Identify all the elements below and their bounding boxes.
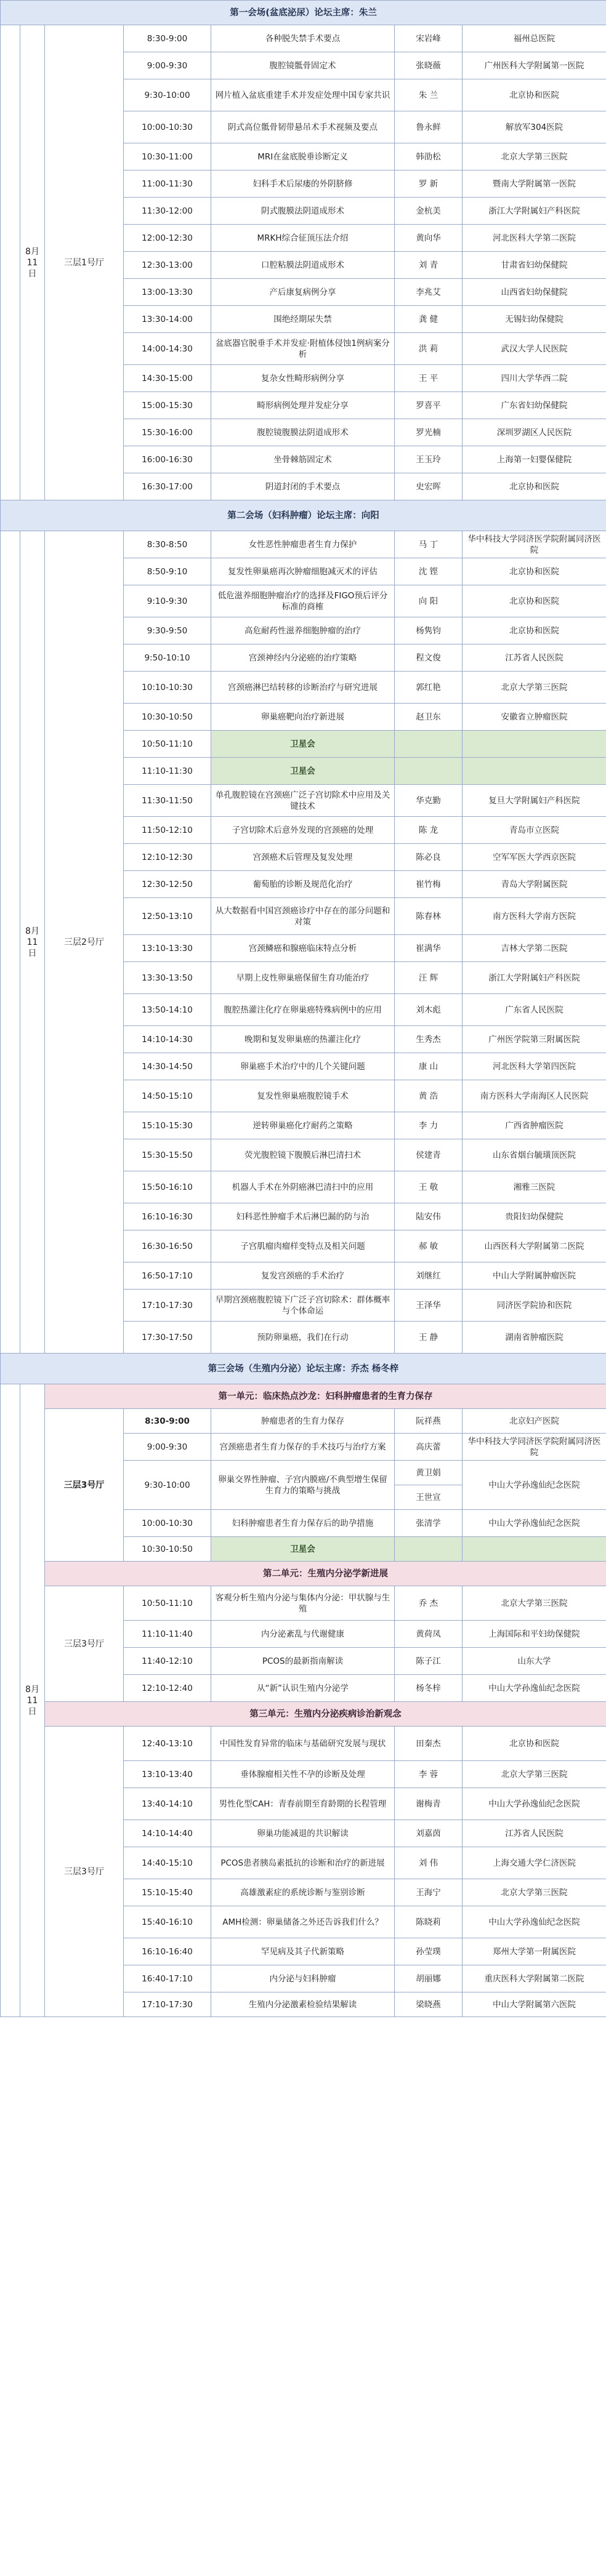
institution: 湘雅三医院 xyxy=(463,1171,606,1203)
time-slot: 14:50-15:10 xyxy=(124,1080,211,1112)
session-header-row xyxy=(1,500,606,531)
speaker: 王世宣 xyxy=(395,1485,463,1510)
speaker: 程文俊 xyxy=(395,644,463,672)
time-slot: 9:00-9:30 xyxy=(124,52,211,79)
time-slot: 9:10-9:30 xyxy=(124,585,211,617)
speaker: 史宏晖 xyxy=(395,473,463,500)
institution: 郑州大学第一附属医院 xyxy=(463,1938,606,1965)
talk-topic: 宫颈鳞癌和腺癌临床特点分析 xyxy=(211,935,395,962)
session-date: 8月11日 xyxy=(20,531,45,1354)
talk-topic: 妇科肿瘤患者生育力保存后的助孕措施 xyxy=(211,1510,395,1537)
institution: 浙江大学附属妇产科医院 xyxy=(463,962,606,994)
institution: 华中科技大学同济医学院附属同济医院 xyxy=(463,531,606,558)
time-slot: 16:10-16:30 xyxy=(124,1203,211,1230)
institution: 北京协和医院 xyxy=(463,1727,606,1761)
speaker xyxy=(395,758,463,785)
session-room: 三层1号厅 xyxy=(45,25,124,500)
speaker: 高庆蕾 xyxy=(395,1434,463,1461)
session-header-row xyxy=(1,1354,606,1384)
speaker: 崔竹梅 xyxy=(395,871,463,898)
institution: 中山大学附属第六医院 xyxy=(463,1992,606,2017)
time-slot: 13:00-13:30 xyxy=(124,279,211,306)
institution: 北京大学第三医院 xyxy=(463,1879,606,1906)
unit-title: 第二单元：生殖内分泌学新进展 xyxy=(45,1562,606,1586)
speaker: 杨隽钧 xyxy=(395,617,463,644)
speaker: 王 平 xyxy=(395,365,463,392)
schedule-row xyxy=(1,531,606,558)
time-slot: 15:30-16:00 xyxy=(124,419,211,446)
talk-topic: 宫颈神经内分泌癌的治疗策略 xyxy=(211,644,395,672)
talk-topic: 逆转卵巢癌化疗耐药之策略 xyxy=(211,1112,395,1139)
institution: 江苏省人民医院 xyxy=(463,644,606,672)
institution: 北京大学第三医院 xyxy=(463,672,606,704)
speaker: 黄向华 xyxy=(395,225,463,252)
speaker: 王 静 xyxy=(395,1322,463,1354)
time-slot: 12:10-12:40 xyxy=(124,1675,211,1702)
institution: 山东大学 xyxy=(463,1648,606,1675)
talk-topic: 低危滋养细胞肿瘤治疗的选择及FIGO预后评分标准的商榷 xyxy=(211,585,395,617)
speaker: 鲁永鲜 xyxy=(395,111,463,143)
speaker: 李 力 xyxy=(395,1112,463,1139)
talk-topic: 垂体腺瘤相关性不孕的诊断及处理 xyxy=(211,1761,395,1788)
speaker: 王玉玲 xyxy=(395,446,463,473)
time-slot: 12:50-13:10 xyxy=(124,898,211,935)
time-slot: 13:30-14:00 xyxy=(124,306,211,333)
time-slot: 15:00-15:30 xyxy=(124,392,211,419)
talk-topic: 晚期和复发卵巢癌的热灌注化疗 xyxy=(211,1026,395,1053)
institution: 复旦大学附属妇产科医院 xyxy=(463,785,606,817)
time-slot: 15:50-16:10 xyxy=(124,1171,211,1203)
speaker: 李兆艾 xyxy=(395,279,463,306)
talk-topic: 机器人手术在外阴癌淋巴清扫中的应用 xyxy=(211,1171,395,1203)
talk-topic: 复发性卵巢癌再次肿瘤细胞减灭术的评估 xyxy=(211,558,395,585)
institution xyxy=(463,758,606,785)
talk-topic: 腹腔镜骶骨固定术 xyxy=(211,52,395,79)
institution: 中山大学孙逸仙纪念医院 xyxy=(463,1675,606,1702)
institution: 青岛大学附属医院 xyxy=(463,871,606,898)
time-slot: 12:00-12:30 xyxy=(124,225,211,252)
time-slot: 17:10-17:30 xyxy=(124,1992,211,2017)
speaker: 乔 杰 xyxy=(395,1586,463,1621)
time-slot: 14:30-14:50 xyxy=(124,1053,211,1080)
speaker: 金杭美 xyxy=(395,198,463,225)
talk-topic: 复发性卵巢癌腹腔镜手术 xyxy=(211,1080,395,1112)
time-slot: 14:30-15:00 xyxy=(124,365,211,392)
talk-topic: 妇科手术后尿瘘的外阴脐修 xyxy=(211,171,395,198)
time-slot: 10:30-10:50 xyxy=(124,1537,211,1562)
institution: 上海交通大学仁济医院 xyxy=(463,1847,606,1879)
time-slot: 8:30-9:00 xyxy=(124,1409,211,1434)
talk-topic: 宫颈癌患者生育力保存的手术技巧与治疗方案 xyxy=(211,1434,395,1461)
institution: 广东省妇幼保健院 xyxy=(463,392,606,419)
speaker: 康 山 xyxy=(395,1053,463,1080)
session-date: 8月11日 xyxy=(20,1384,45,2017)
speaker: 郝 敏 xyxy=(395,1230,463,1262)
talk-topic: 腹腔热灌注化疗在卵巢癌特殊病例中的应用 xyxy=(211,994,395,1026)
speaker: 梁晓燕 xyxy=(395,1992,463,2017)
talk-topic: 生殖内分泌激素检验结果解读 xyxy=(211,1992,395,2017)
institution: 山东省烟台毓璜顶医院 xyxy=(463,1139,606,1171)
time-slot: 10:50-11:10 xyxy=(124,731,211,758)
speaker: 田秦杰 xyxy=(395,1727,463,1761)
institution: 武汉大学人民医院 xyxy=(463,333,606,365)
unit-header-row xyxy=(1,1384,606,1409)
talk-topic: 网片植入盆底重建手术并发症处理中国专家共识 xyxy=(211,79,395,111)
speaker: 向 阳 xyxy=(395,585,463,617)
speaker: 赵卫东 xyxy=(395,704,463,731)
speaker: 韩劭松 xyxy=(395,143,463,171)
time-slot: 16:10-16:40 xyxy=(124,1938,211,1965)
institution: 吉林大学第二医院 xyxy=(463,935,606,962)
speaker: 陈春林 xyxy=(395,898,463,935)
speaker: 张清学 xyxy=(395,1510,463,1537)
talk-topic: MRI在盆底脱垂诊断定义 xyxy=(211,143,395,171)
speaker: 朱 兰 xyxy=(395,79,463,111)
time-slot: 9:50-10:10 xyxy=(124,644,211,672)
time-slot: 17:10-17:30 xyxy=(124,1290,211,1322)
talk-topic: 宫颈癌淋巴结转移的诊断治疗与研究进展 xyxy=(211,672,395,704)
time-slot: 12:30-12:50 xyxy=(124,871,211,898)
talk-topic: 卵巢癌手术治疗中的几个关键问题 xyxy=(211,1053,395,1080)
talk-topic: 宫颈癌术后管理及复发处理 xyxy=(211,844,395,871)
speaker: 侯建青 xyxy=(395,1139,463,1171)
speaker: 马 丁 xyxy=(395,531,463,558)
session-room: 三层3号厅 xyxy=(45,1586,124,1702)
talk-topic: 阴道封闭的手术要点 xyxy=(211,473,395,500)
speaker: 孙莹璞 xyxy=(395,1938,463,1965)
speaker: 陈子江 xyxy=(395,1648,463,1675)
speaker xyxy=(395,731,463,758)
institution: 南方医科大学南海区人民医院 xyxy=(463,1080,606,1112)
institution: 空军军医大学西京医院 xyxy=(463,844,606,871)
talk-topic: 腹腔镜腹膜法阴道成形术 xyxy=(211,419,395,446)
time-slot: 16:50-17:10 xyxy=(124,1262,211,1290)
talk-topic: 各种脱失禁手术要点 xyxy=(211,25,395,52)
talk-topic: 从大数据看中国宫颈癌诊疗中存在的部分问题和对策 xyxy=(211,898,395,935)
institution: 重庆医科大学附属第二医院 xyxy=(463,1965,606,1992)
talk-topic: 内分泌紊乱与代谢健康 xyxy=(211,1621,395,1648)
talk-topic: 产后康复病例分享 xyxy=(211,279,395,306)
institution: 上海第一妇婴保健院 xyxy=(463,446,606,473)
institution: 河北医科大学第二医院 xyxy=(463,225,606,252)
time-slot: 14:00-14:30 xyxy=(124,333,211,365)
institution: 湖南省肿瘤医院 xyxy=(463,1322,606,1354)
session-room: 三层3号厅 xyxy=(45,1727,124,2017)
talk-topic: 卵巢癌靶向治疗新进展 xyxy=(211,704,395,731)
speaker: 罗光楠 xyxy=(395,419,463,446)
time-slot: 10:10-10:30 xyxy=(124,672,211,704)
speaker: 汪 辉 xyxy=(395,962,463,994)
time-slot: 9:30-10:00 xyxy=(124,1461,211,1510)
talk-topic: 子宫切除术后意外发现的宫颈癌的处理 xyxy=(211,817,395,844)
time-slot: 8:30-8:50 xyxy=(124,531,211,558)
time-slot: 13:10-13:40 xyxy=(124,1761,211,1788)
speaker: 胡丽娜 xyxy=(395,1965,463,1992)
institution: 上海国际和平妇幼保健院 xyxy=(463,1621,606,1648)
speaker: 洪 莉 xyxy=(395,333,463,365)
unit-header-row xyxy=(1,1562,606,1586)
time-slot: 10:00-10:30 xyxy=(124,1510,211,1537)
time-slot: 13:50-14:10 xyxy=(124,994,211,1026)
speaker: 罗 新 xyxy=(395,171,463,198)
time-slot: 15:10-15:30 xyxy=(124,1112,211,1139)
speaker: 黄 浩 xyxy=(395,1080,463,1112)
speaker: 阮祥燕 xyxy=(395,1409,463,1434)
talk-topic: 围绝经期尿失禁 xyxy=(211,306,395,333)
time-slot: 10:30-11:00 xyxy=(124,143,211,171)
institution: 中山大学孙逸仙纪念医院 xyxy=(463,1461,606,1510)
institution: 北京妇产医院 xyxy=(463,1409,606,1434)
time-slot: 13:10-13:30 xyxy=(124,935,211,962)
speaker: 王泽华 xyxy=(395,1290,463,1322)
institution: 北京大学第三医院 xyxy=(463,1586,606,1621)
institution: 福州总医院 xyxy=(463,25,606,52)
speaker: 陆安伟 xyxy=(395,1203,463,1230)
speaker: 刘 青 xyxy=(395,252,463,279)
time-slot: 13:40-14:10 xyxy=(124,1788,211,1820)
time-slot: 15:40-16:10 xyxy=(124,1906,211,1938)
speaker: 王海宁 xyxy=(395,1879,463,1906)
institution: 中山大学孙逸仙纪念医院 xyxy=(463,1906,606,1938)
time-slot: 14:40-15:10 xyxy=(124,1847,211,1879)
time-slot: 11:30-12:00 xyxy=(124,198,211,225)
talk-topic: PCOS的最新指南解读 xyxy=(211,1648,395,1675)
time-slot: 8:30-9:00 xyxy=(124,25,211,52)
talk-topic: 葡萄胎的诊断及规范化治疗 xyxy=(211,871,395,898)
speaker: 华克勤 xyxy=(395,785,463,817)
institution: 北京协和医院 xyxy=(463,79,606,111)
speaker: 李 蓉 xyxy=(395,1761,463,1788)
unit-header-row xyxy=(1,1702,606,1727)
time-slot: 10:00-10:30 xyxy=(124,111,211,143)
time-slot: 11:10-11:40 xyxy=(124,1621,211,1648)
satellite-meeting: 卫星会 xyxy=(211,731,395,758)
institution: 北京协和医院 xyxy=(463,558,606,585)
talk-topic: 客观分析生殖内分泌与集体内分泌：甲状腺与生殖 xyxy=(211,1586,395,1621)
talk-topic: 女性恶性肿瘤患者生育力保护 xyxy=(211,531,395,558)
time-slot: 16:30-17:00 xyxy=(124,473,211,500)
margin-blank xyxy=(1,25,20,500)
institution: 安徽省立肿瘤医院 xyxy=(463,704,606,731)
institution: 山西医科大学附属第二医院 xyxy=(463,1230,606,1262)
talk-topic: 早期上皮性卵巢癌保留生育功能治疗 xyxy=(211,962,395,994)
time-slot: 14:10-14:30 xyxy=(124,1026,211,1053)
time-slot: 9:00-9:30 xyxy=(124,1434,211,1461)
institution: 深圳罗湖区人民医院 xyxy=(463,419,606,446)
speaker: 刘继红 xyxy=(395,1262,463,1290)
talk-topic: 内分泌与妇科肿瘤 xyxy=(211,1965,395,1992)
time-slot: 9:30-9:50 xyxy=(124,617,211,644)
speaker: 张晓薇 xyxy=(395,52,463,79)
time-slot: 11:30-11:50 xyxy=(124,785,211,817)
time-slot: 15:10-15:40 xyxy=(124,1879,211,1906)
talk-topic: 高雄激素症的系统诊断与鉴别诊断 xyxy=(211,1879,395,1906)
institution: 广西省肿瘤医院 xyxy=(463,1112,606,1139)
unit-title: 第三单元：生殖内分泌疾病诊治新观念 xyxy=(45,1702,606,1727)
talk-topic: 畸形病例处理并发症分享 xyxy=(211,392,395,419)
time-slot: 15:30-15:50 xyxy=(124,1139,211,1171)
time-slot: 11:00-11:30 xyxy=(124,171,211,198)
talk-topic: AMH检测：卵巢储备之外还告诉我们什么？ xyxy=(211,1906,395,1938)
institution: 华中科技大学同济医学院附属同济医院 xyxy=(463,1434,606,1461)
time-slot: 17:30-17:50 xyxy=(124,1322,211,1354)
institution xyxy=(463,1537,606,1562)
time-slot: 10:50-11:10 xyxy=(124,1586,211,1621)
talk-topic: 盆底器官脱垂手术并发症·附植体侵蚀1例病案分析 xyxy=(211,333,395,365)
institution xyxy=(463,731,606,758)
speaker: 黄荷凤 xyxy=(395,1621,463,1648)
satellite-meeting: 卫星会 xyxy=(211,1537,395,1562)
speaker: 龚 健 xyxy=(395,306,463,333)
schedule-row xyxy=(1,1727,606,1761)
time-slot: 12:40-13:10 xyxy=(124,1727,211,1761)
institution: 暨南大学附属第一医院 xyxy=(463,171,606,198)
talk-topic: 卵巢功能减退的共识解读 xyxy=(211,1820,395,1847)
institution: 同济医学院协和医院 xyxy=(463,1290,606,1322)
schedule-row xyxy=(1,25,606,52)
time-slot: 13:30-13:50 xyxy=(124,962,211,994)
margin-blank xyxy=(1,531,20,1354)
talk-topic: 中国性发育异常的临床与基础研究发展与现状 xyxy=(211,1727,395,1761)
speaker: 罗喜平 xyxy=(395,392,463,419)
schedule-row xyxy=(1,1586,606,1621)
time-slot: 11:10-11:30 xyxy=(124,758,211,785)
institution: 北京协和医院 xyxy=(463,617,606,644)
speaker: 黄卫娟 xyxy=(395,1461,463,1485)
institution: 甘肃省妇幼保健院 xyxy=(463,252,606,279)
speaker: 沈 铿 xyxy=(395,558,463,585)
speaker: 刘木彪 xyxy=(395,994,463,1026)
institution: 广东省人民医院 xyxy=(463,994,606,1026)
institution: 中山大学孙逸仙纪念医院 xyxy=(463,1510,606,1537)
time-slot: 16:00-16:30 xyxy=(124,446,211,473)
talk-topic: 口腔粘膜法阴道成形术 xyxy=(211,252,395,279)
speaker: 刘 伟 xyxy=(395,1847,463,1879)
talk-topic: 男性化型CAH：青春前期至育龄期的长程管理 xyxy=(211,1788,395,1820)
institution: 无锡妇幼保健院 xyxy=(463,306,606,333)
session-title: 第一会场(盆底泌尿）论坛主席：朱兰 xyxy=(1,1,606,25)
time-slot: 11:40-12:10 xyxy=(124,1648,211,1675)
institution: 南方医科大学南方医院 xyxy=(463,898,606,935)
speaker: 陈必良 xyxy=(395,844,463,871)
talk-topic: 妇科恶性肿瘤手术后淋巴漏的防与治 xyxy=(211,1203,395,1230)
talk-topic: 复发宫颈癌的手术治疗 xyxy=(211,1262,395,1290)
margin-blank xyxy=(1,1384,20,2017)
speaker: 陈晓莉 xyxy=(395,1906,463,1938)
institution: 山西省妇幼保健院 xyxy=(463,279,606,306)
institution: 北京协和医院 xyxy=(463,585,606,617)
session-title: 第三会场（生殖内分泌）论坛主席：乔杰 杨冬梓 xyxy=(1,1354,606,1384)
institution: 青岛市立医院 xyxy=(463,817,606,844)
talk-topic: PCOS患者胰岛素抵抗的诊断和治疗的新进展 xyxy=(211,1847,395,1879)
talk-topic: 坐骨棘筋固定术 xyxy=(211,446,395,473)
institution: 解放军304医院 xyxy=(463,111,606,143)
institution: 广州医学院第三附属医院 xyxy=(463,1026,606,1053)
time-slot: 10:30-10:50 xyxy=(124,704,211,731)
session-room: 三层2号厅 xyxy=(45,531,124,1354)
speaker: 宋岩峰 xyxy=(395,25,463,52)
talk-topic: 阴式高位骶骨韧带悬吊术手术视频及要点 xyxy=(211,111,395,143)
talk-topic: 早期宫颈癌腹腔镜下广泛子宫切除术：群体概率与个体命运 xyxy=(211,1290,395,1322)
talk-topic: 阴式腹膜法阴道成形术 xyxy=(211,198,395,225)
speaker: 王 敬 xyxy=(395,1171,463,1203)
institution: 中山大学附属肿瘤医院 xyxy=(463,1262,606,1290)
talk-topic: 卵巢交界性肿瘤、子宫内膜癌/不典型增生保留生育力的策略与挑战 xyxy=(211,1461,395,1510)
institution: 四川大学华西二院 xyxy=(463,365,606,392)
institution: 北京大学第三医院 xyxy=(463,143,606,171)
institution: 北京协和医院 xyxy=(463,473,606,500)
time-slot: 16:40-17:10 xyxy=(124,1965,211,1992)
time-slot: 12:10-12:30 xyxy=(124,844,211,871)
time-slot: 9:30-10:00 xyxy=(124,79,211,111)
talk-topic: 复杂女性畸形病例分享 xyxy=(211,365,395,392)
institution: 江苏省人民医院 xyxy=(463,1820,606,1847)
speaker xyxy=(395,1537,463,1562)
schedule-row xyxy=(1,1409,606,1434)
institution: 河北医科大学第四医院 xyxy=(463,1053,606,1080)
talk-topic: MRKH综合征顶压法介绍 xyxy=(211,225,395,252)
talk-topic: 预防卵巢癌，我们在行动 xyxy=(211,1322,395,1354)
time-slot: 12:30-13:00 xyxy=(124,252,211,279)
speaker: 郭红艳 xyxy=(395,672,463,704)
institution: 北京大学第三医院 xyxy=(463,1761,606,1788)
speaker: 杨冬梓 xyxy=(395,1675,463,1702)
talk-topic: 从“新”认识生殖内分泌学 xyxy=(211,1675,395,1702)
speaker: 刘嘉茵 xyxy=(395,1820,463,1847)
satellite-meeting: 卫星会 xyxy=(211,758,395,785)
talk-topic: 罕见病及其子代新策略 xyxy=(211,1938,395,1965)
talk-topic: 荧光腹腔镜下腹膜后淋巴清扫术 xyxy=(211,1139,395,1171)
session-room: 三层3号厅 xyxy=(45,1409,124,1562)
speaker: 崔满华 xyxy=(395,935,463,962)
speaker: 生秀杰 xyxy=(395,1026,463,1053)
talk-topic: 子宫肌瘤肉瘤样变特点及相关问题 xyxy=(211,1230,395,1262)
session-header-row xyxy=(1,1,606,25)
session-title: 第二会场（妇科肿瘤）论坛主席：向阳 xyxy=(1,500,606,531)
speaker: 陈 龙 xyxy=(395,817,463,844)
talk-topic: 单孔腹腔镜在宫颈癌广泛子宫切除术中应用及关键技术 xyxy=(211,785,395,817)
speaker: 谢梅青 xyxy=(395,1788,463,1820)
time-slot: 14:10-14:40 xyxy=(124,1820,211,1847)
institution: 贵阳妇幼保健院 xyxy=(463,1203,606,1230)
talk-topic: 高危耐药性滋养细胞肿瘤的治疗 xyxy=(211,617,395,644)
time-slot: 8:50-9:10 xyxy=(124,558,211,585)
talk-topic: 肿瘤患者的生育力保存 xyxy=(211,1409,395,1434)
session-date: 8月11日 xyxy=(20,25,45,500)
institution: 浙江大学附属妇产科医院 xyxy=(463,198,606,225)
unit-title: 第一单元：临床热点沙龙：妇科肿瘤患者的生育力保存 xyxy=(45,1384,606,1409)
time-slot: 16:30-16:50 xyxy=(124,1230,211,1262)
institution: 中山大学孙逸仙纪念医院 xyxy=(463,1788,606,1820)
time-slot: 11:50-12:10 xyxy=(124,817,211,844)
institution: 广州医科大学附属第一医院 xyxy=(463,52,606,79)
